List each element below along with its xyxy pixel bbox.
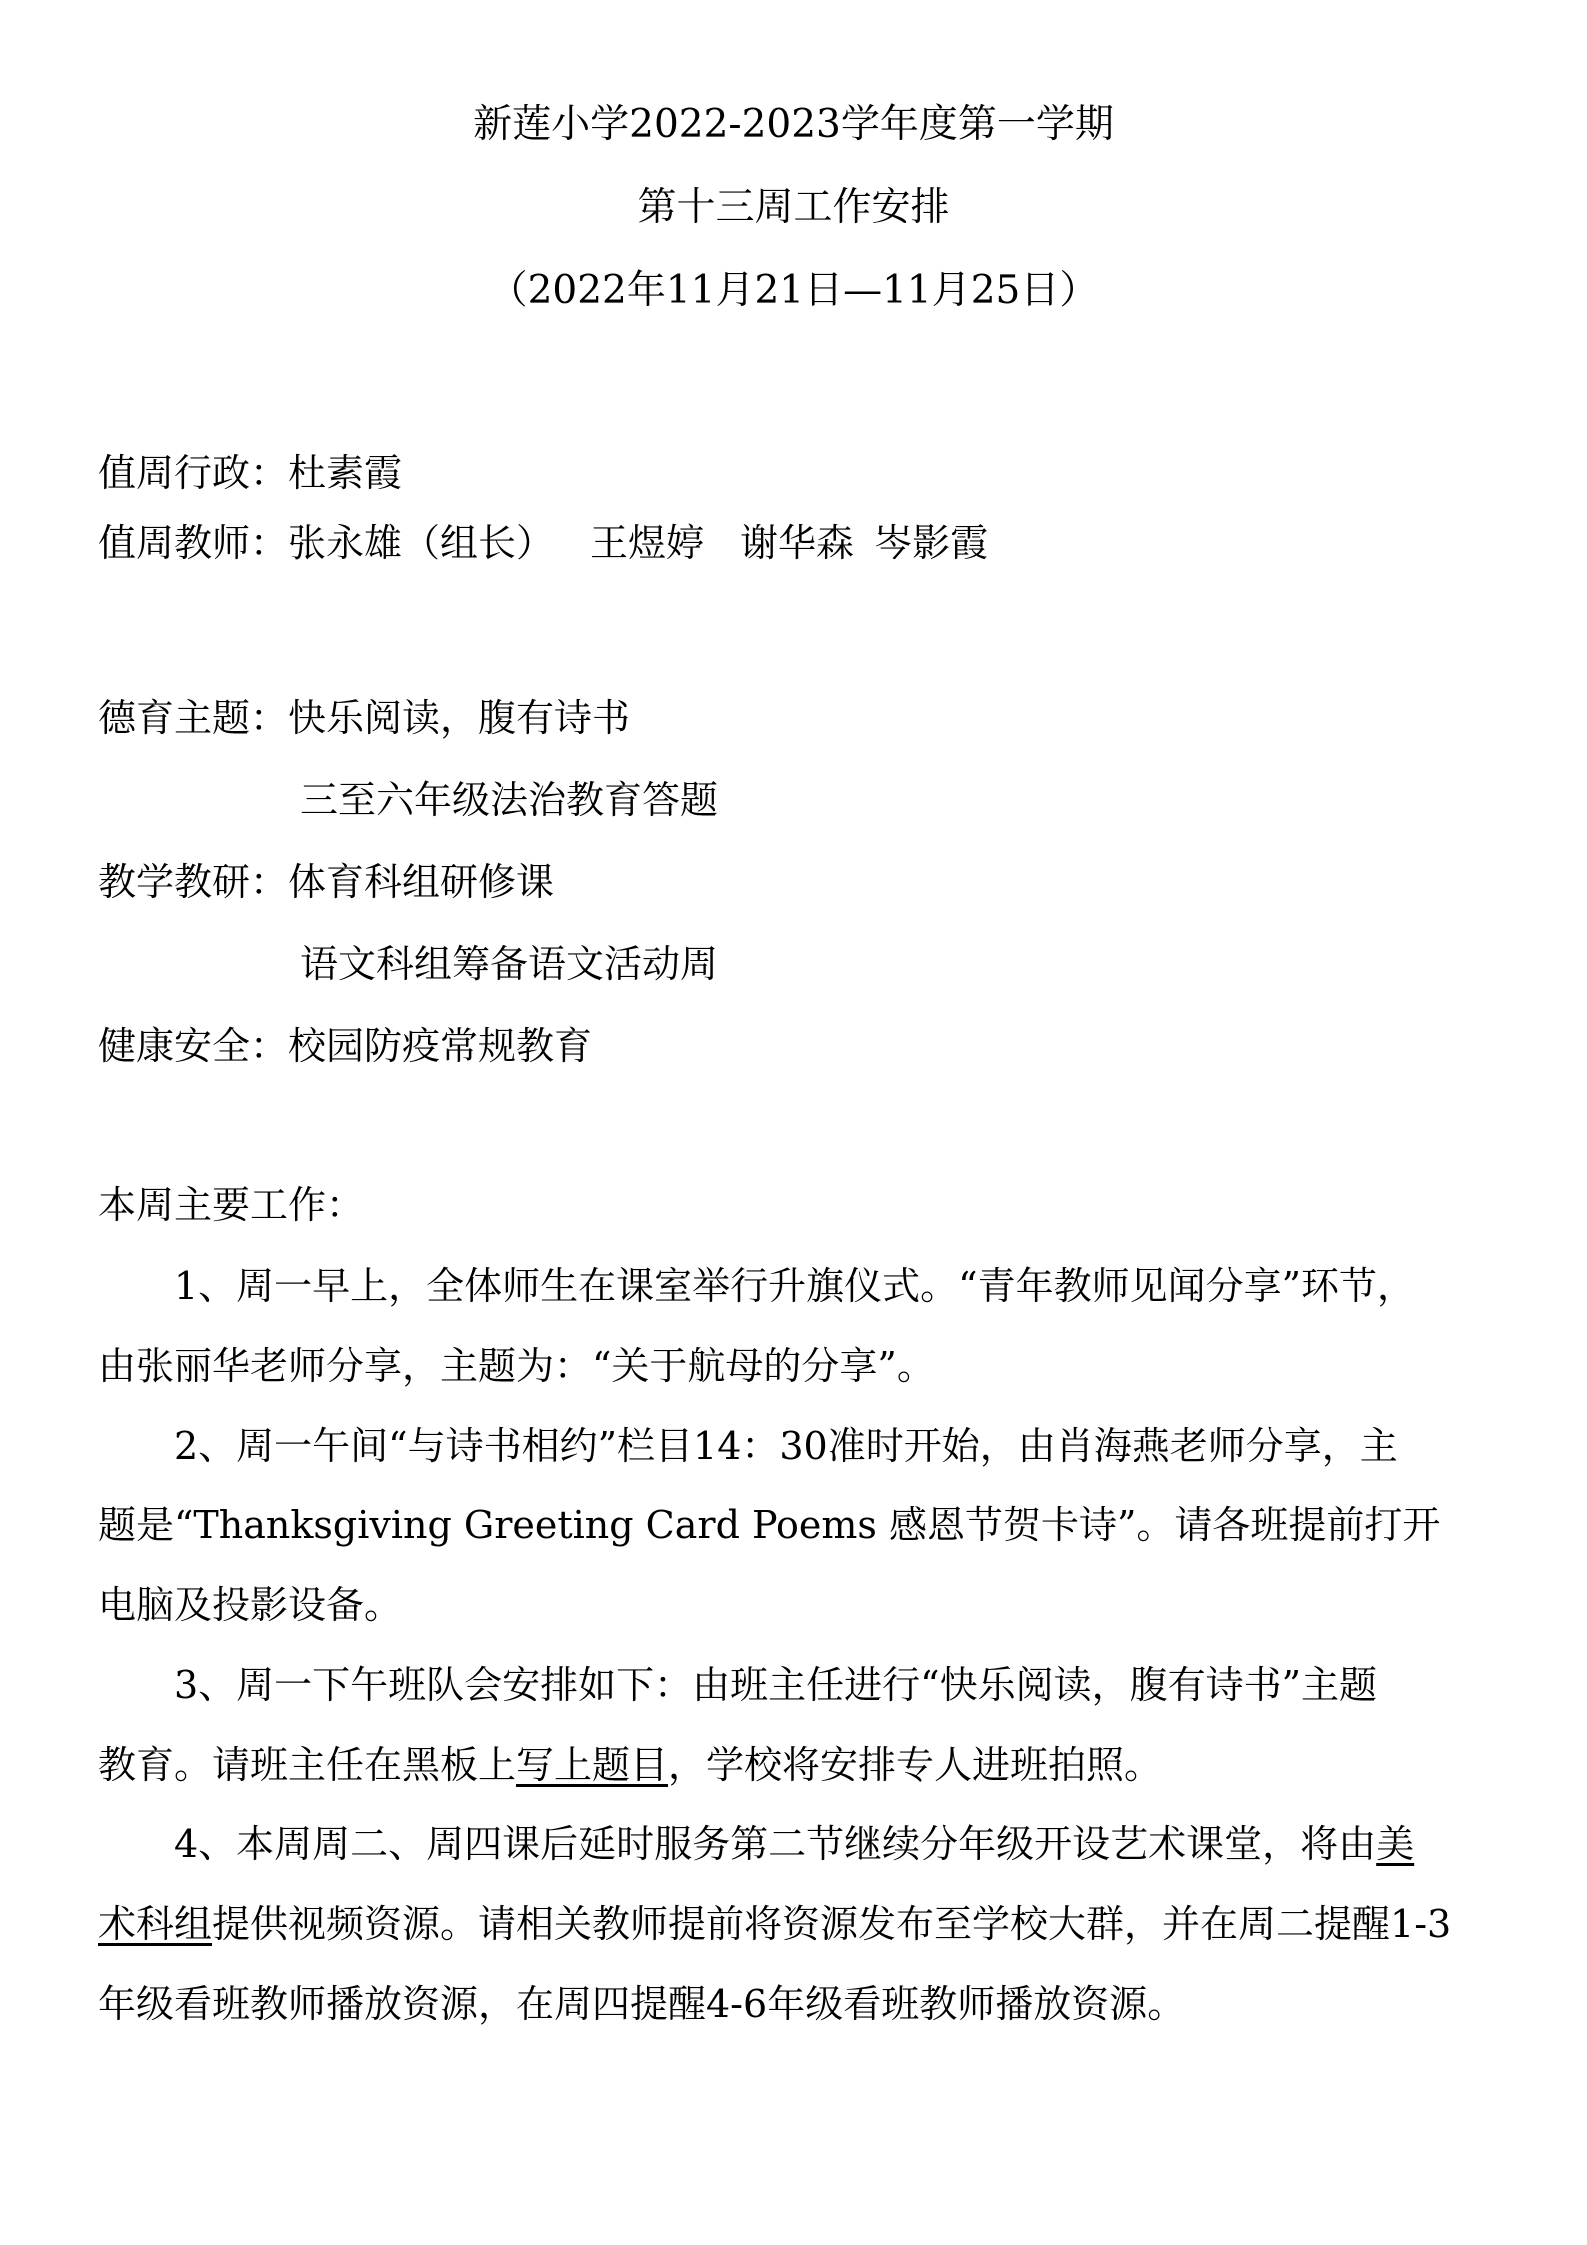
moral-theme-item-2: 三至六年级法治教育答题: [300, 778, 719, 822]
safety-row: [98, 1021, 592, 1071]
work-item-3-line-1: 3、周一下午班队会安排如下：由班主任进行“快乐阅读，腹有诗书”主题: [174, 1663, 1378, 1707]
work-item-4-line-1: 4、本周周二、周四课后延时服务第二节继续分年级开设艺术课堂，将由美: [174, 1822, 1415, 1866]
document-title: 新莲小学2022-2023学年度第一学期: [473, 102, 1114, 147]
date-range: （2022年11月21日—11月25日）: [488, 268, 1099, 313]
underlined-text: 美: [1376, 1822, 1415, 1866]
teaching-label: 教学教研：: [98, 860, 289, 904]
work-item-3-line-2: 教育。请班主任在黑板上写上题目，学校将安排专人进班拍照。: [98, 1743, 1163, 1787]
duty-teacher-1: 张永雄（组长）: [288, 521, 555, 565]
duty-teacher-4: 岑影霞: [874, 521, 989, 565]
duty-admin-name: 杜素霞: [288, 451, 403, 495]
duty-teacher-2: 王煜婷: [590, 521, 705, 565]
document-subtitle: 第十三周工作安排: [637, 185, 950, 230]
duty-admin-label: 值周行政：: [98, 451, 289, 495]
work-item-2-line-1: 2、周一午间“与诗书相约”栏目14：30准时开始，由肖海燕老师分享，主: [174, 1424, 1398, 1468]
safety-label: 健康安全：: [98, 1024, 289, 1068]
duty-admin-row: [98, 448, 402, 498]
work-item-2-line-3: 电脑及投影设备。: [98, 1583, 403, 1627]
teaching-row: [98, 857, 554, 907]
duty-teachers-row: [98, 518, 988, 568]
duty-teacher-3: 谢华森: [740, 521, 855, 565]
underlined-text: 写上题目: [516, 1743, 669, 1787]
work-item-2-line-2: 题是“Thanksgiving Greeting Card Poems 感恩节贺卡诗”。请各班提前打开: [98, 1503, 1441, 1547]
work-item-1-line-1: 1、周一早上，全体师生在课室举行升旗仪式。“青年教师见闻分享”环节，: [174, 1264, 1416, 1308]
teaching-item-1: 体育科组研修课: [288, 860, 555, 904]
underlined-text: 术科组: [98, 1902, 213, 1946]
work-item-4-line-3: 年级看班教师播放资源，在周四提醒4-6年级看班教师播放资源。: [98, 1982, 1186, 2026]
moral-theme-row: [98, 693, 630, 743]
work-item-4-line-2: 术科组提供视频资源。请相关教师提前将资源发布至学校大群，并在周二提醒1-3: [98, 1902, 1452, 1946]
moral-theme-label: 德育主题：: [98, 696, 289, 740]
main-work-heading: 本周主要工作：: [98, 1183, 365, 1227]
teaching-item-2: 语文科组筹备语文活动周: [300, 942, 719, 986]
work-item-1-line-2: 由张丽华老师分享，主题为：“关于航母的分享”。: [98, 1344, 935, 1388]
safety-item-1: 校园防疫常规教育: [288, 1024, 593, 1068]
duty-teachers-label: 值周教师：: [98, 521, 289, 565]
moral-theme-item-1: 快乐阅读，腹有诗书: [288, 696, 631, 740]
